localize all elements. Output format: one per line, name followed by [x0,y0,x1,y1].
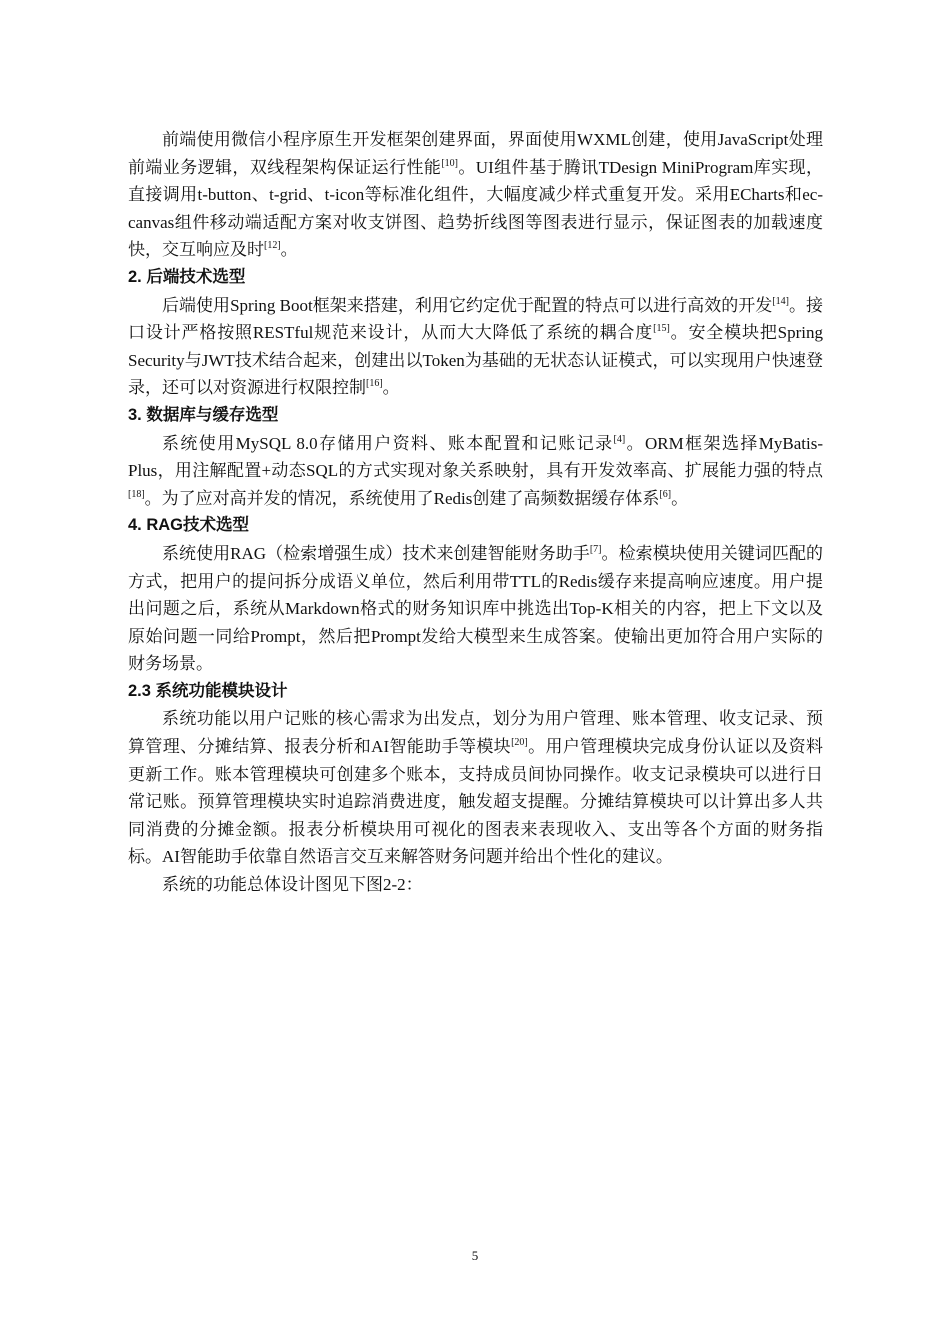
text-run: 。检索模块使用关键词匹配的方式，把用户的提问拆分成语义单位，然后利用带TTL的Redis缓存来提高响应速度。用户提出问题之后，系统从Markdown格式的财务知识库中挑选出Top-K相关的内容，把上下文以及原始问题一同给Prompt，然后把Prompt发给大模型来生成答案。使输出更加符合用户实际的财务场景。 [128,543,823,674]
citation-superscript: [20] [511,737,528,749]
citation-superscript: [7] [589,543,602,555]
section-heading [128,264,823,292]
text-run: 2.3 系统功能模块设计 [128,681,288,700]
text-run: 。 [280,240,298,260]
text-run: 系统使用RAG（检索增强生成）技术来创建智能财务助手 [162,543,590,563]
text-run: 。为了应对高并发的情况，系统使用了Redis创建了高频数据缓存体系 [144,488,660,508]
citation-superscript: [18] [128,488,145,500]
text-run: 前端使用微信小程序原生开发框架创建界面，界面使用WXML创建，使用JavaScript处理前端业务逻辑，双线程架构保证运行性能 [128,130,823,177]
text-run: 。 [382,378,400,398]
body-paragraph [128,126,823,264]
text-run: 4. RAG技术选型 [128,516,250,535]
citation-superscript: [14] [772,295,789,307]
section-heading [128,678,823,706]
citation-superscript: [15] [653,323,670,335]
citation-superscript: [4] [613,433,626,445]
text-run: 。安全模块把Spring Security与JWT技术结合起来，创建出以Token为基础的无状态认证模式，可以实现用户快速登录，还可以对资源进行权限控制 [128,323,823,398]
text-run: 系统功能以用户记账的核心需求为出发点，划分为用户管理、账本管理、收支记录、预算管理、分摊结算、报表分析和AI智能助手等模块 [128,709,823,757]
body-paragraph [128,540,823,678]
body-paragraph [128,871,823,899]
text-run: 后端使用Spring Boot框架来搭建，利用它约定优于配置的特点可以进行高效的开发 [162,295,773,315]
document-body [128,126,823,899]
body-paragraph [128,292,823,402]
section-heading [128,512,823,540]
text-run: 。 [671,488,689,508]
citation-superscript: [10] [441,157,458,169]
body-paragraph [128,705,823,871]
text-run: 。接口设计严格按照RESTful规范来设计，从而大大降低了系统的耦合度 [128,295,824,343]
text-run: 系统使用MySQL 8.0存储用户资料、账本配置和记账记录 [162,433,614,453]
citation-superscript: [6] [659,488,672,500]
text-run: 。用户管理模块完成身份认证以及资料更新工作。账本管理模块可创建多个账本，支持成员间协同操作。收支记录模块可以进行日常记账。预算管理模块实时追踪消费进度，触发超支提醒。分摊结算模块可以计算出多人共同消费的分摊金额。报表分析模块用可视化的图表来表现收入、支出等各个方面的财务指标。AI智能助手依靠自然语言交互来解答财务问题并给出个性化的建议。 [128,737,824,867]
text-run: 。UI组件基于腾讯TDesign MiniProgram库实现，直接调用t-button、t-grid、t-icon等标准化组件，大幅度减少样式重复开发。采用ECharts和ec-canvas组件移动端适配方案对收支饼图、趋势折线图等图表进行显示，保证图表的加载速度快，交互响应及时 [128,157,824,260]
text-run: 系统的功能总体设计图见下图2-2： [162,875,423,895]
page-number: 5 [471,1248,479,1263]
text-run: 2. 后端技术选型 [128,267,246,286]
text-run: 3. 数据库与缓存选型 [128,405,279,424]
text-run: 。ORM框架选择MyBatis-Plus，用注解配置+动态SQL的方式实现对象关系映射，具有开发效率高、扩展能力强的特点 [128,433,823,481]
section-heading [128,402,823,430]
body-paragraph [128,430,823,513]
citation-superscript: [16] [366,378,383,390]
citation-superscript: [12] [264,240,281,252]
